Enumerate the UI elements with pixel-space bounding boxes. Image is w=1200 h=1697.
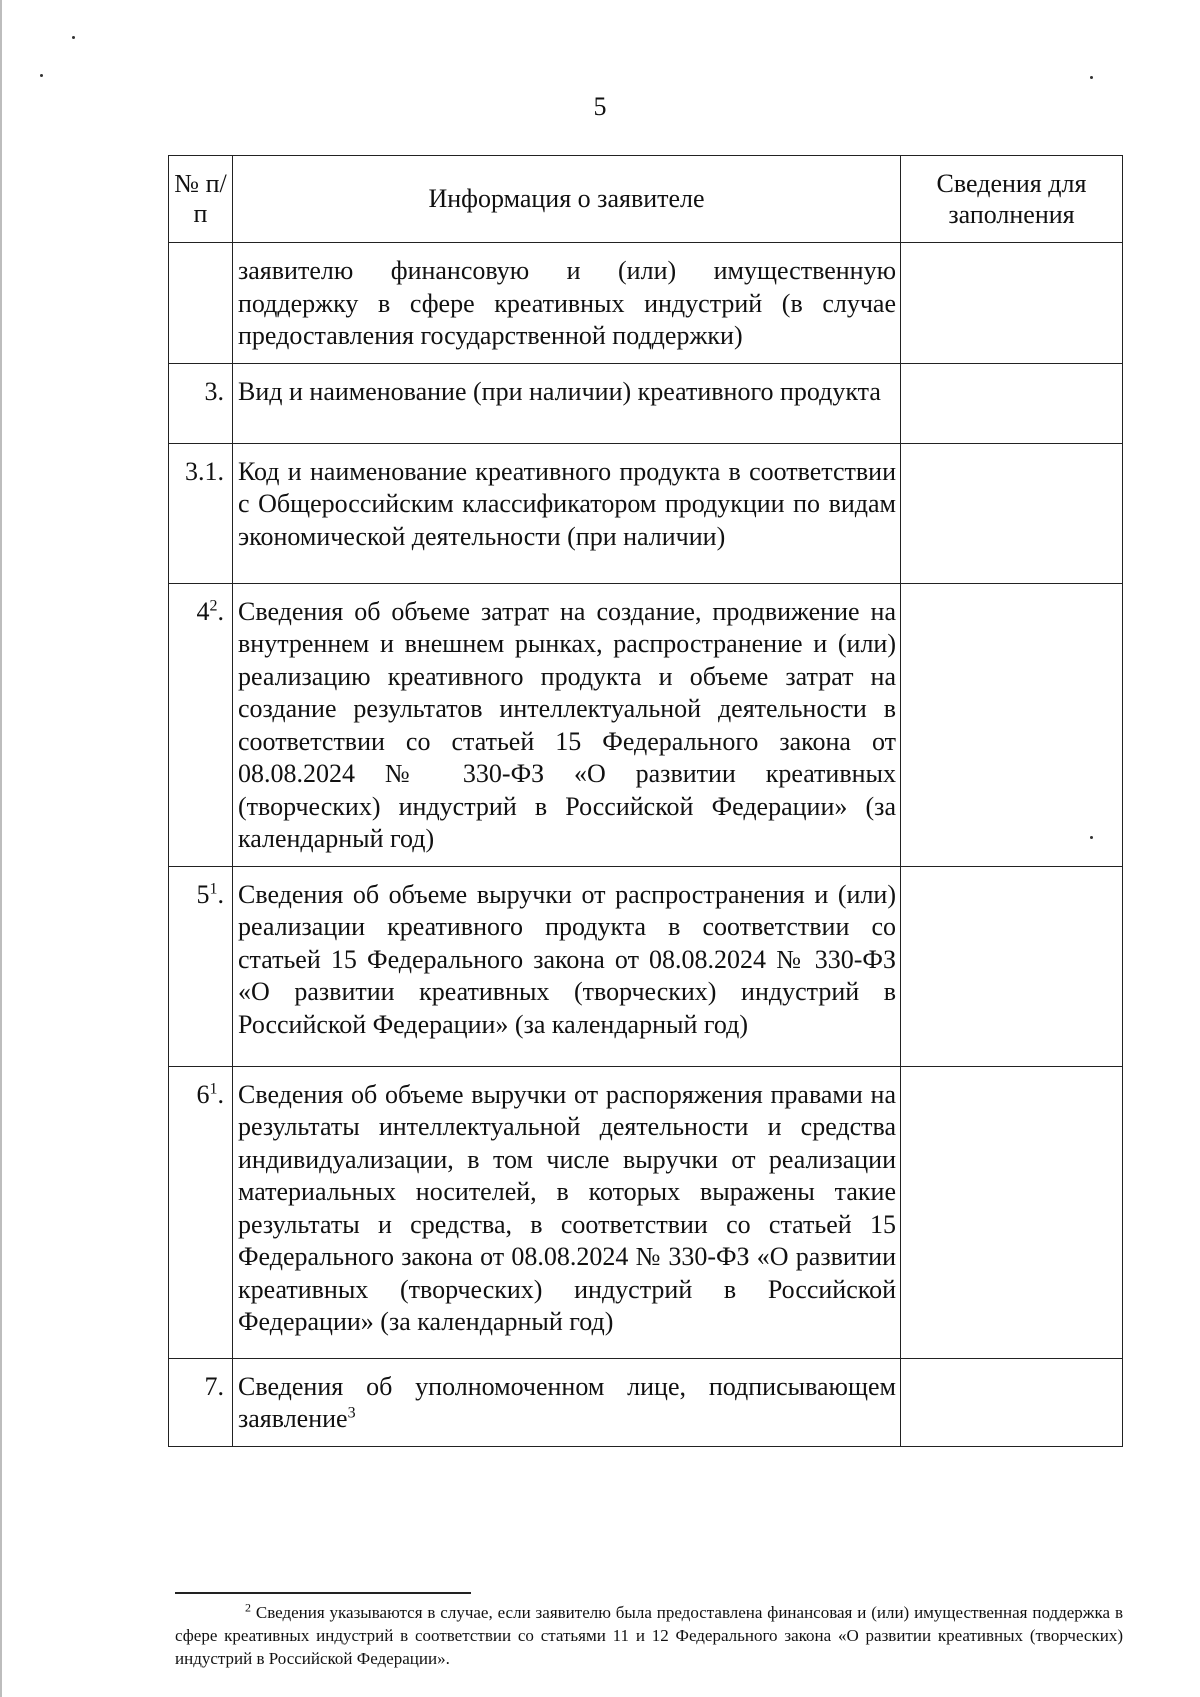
row-number-footnote-ref: 1	[209, 879, 218, 897]
row-fill-cell[interactable]	[901, 866, 1123, 1066]
row-info-text: Сведения об объеме выручки от распоряжения правами на результаты интеллектуальной деятельности и средства индивидуализации, в том числе выручки от реализации материальных носителей, в которых выражены такие результаты и средства, в соответствии со статьей 15 Федерального закона от 08.08.2024 № 330-ФЗ «О развитии креативных (творческих) индустрий в Российской Федерации» (за календарный год)	[238, 1079, 896, 1336]
table-header-row	[169, 156, 1123, 243]
header-info: Информация о заявителе	[233, 156, 901, 243]
row-number-footnote-ref: 2	[209, 596, 218, 614]
row-number-text: 6	[196, 1079, 210, 1109]
table-row	[169, 1066, 1123, 1358]
row-info	[233, 1358, 901, 1446]
footnote-separator	[175, 1592, 471, 1594]
row-info-text: Код и наименование креативного продукта в соответствии с Общероссийским классификатором продукции по видам экономической деятельности (при наличии)	[238, 456, 896, 551]
row-info-text: Сведения об объеме выручки от распространения и (или) реализации креативного продукта в соответствии со статьей 15 Федерального закона от 08.08.2024 № 330-ФЗ «О развитии креативных (творческих) индустрий в Российской Федерации» (за календарный год)	[238, 879, 896, 1039]
row-fill-cell[interactable]	[901, 243, 1123, 364]
row-number-text: 3.	[204, 376, 224, 406]
applicant-info-table	[168, 155, 1123, 1447]
row-number	[169, 866, 233, 1066]
row-number-footnote-ref: 1	[209, 1079, 218, 1097]
row-number-text: 4	[196, 596, 210, 626]
page-edge-line	[0, 0, 2, 1697]
row-number-period: .	[217, 879, 224, 909]
row-number	[169, 583, 233, 866]
header-number: № п/п	[169, 156, 233, 243]
row-info	[233, 583, 901, 866]
row-number	[169, 1066, 233, 1358]
table-row	[169, 866, 1123, 1066]
header-fill: Сведения для заполнения	[901, 156, 1123, 243]
row-info-text: Сведения об уполномоченном лице, подписывающем заявление	[238, 1371, 896, 1433]
row-fill-cell[interactable]	[901, 443, 1123, 583]
row-info	[233, 243, 901, 364]
footnote-marker: 2	[245, 1600, 251, 1615]
page-number: 5	[593, 92, 607, 121]
row-number-period: .	[217, 1079, 224, 1109]
row-number-text: 5	[196, 879, 210, 909]
table-row	[169, 243, 1123, 364]
row-info	[233, 866, 901, 1066]
table-body	[169, 243, 1123, 1447]
row-number-text: 7.	[204, 1371, 224, 1401]
row-number-text: 3.1.	[185, 456, 224, 486]
scan-speck	[40, 74, 43, 77]
row-number	[169, 363, 233, 443]
footnote	[175, 1601, 1123, 1670]
scan-speck	[72, 36, 75, 39]
row-info	[233, 363, 901, 443]
row-number	[169, 1358, 233, 1446]
row-fill-cell[interactable]	[901, 1358, 1123, 1446]
row-info	[233, 443, 901, 583]
row-fill-cell[interactable]	[901, 1066, 1123, 1358]
row-info-text: Вид и наименование (при наличии) креативного продукта	[238, 376, 881, 406]
row-info	[233, 1066, 901, 1358]
footnote-text: Сведения указываются в случае, если заявителю была предоставлена финансовая и (или) имущественная поддержка в сфере креативных индустрий в соответствии со статьями 11 и 12 Федерального закона «О развитии креативных (творческих) индустрий в Российской Федерации».	[175, 1603, 1123, 1668]
table-row	[169, 363, 1123, 443]
row-fill-cell[interactable]	[901, 363, 1123, 443]
row-info-text: Сведения об объеме затрат на создание, продвижение на внутреннем и внешнем рынках, распространение и (или) реализацию креативного продукта и объеме затрат на создание результатов интеллектуальной деятельности в соответствии со статьей 15 Федерального закона от 08.08.2024 № 330-ФЗ «О развитии креативных (творческих) индустрий в Российской Федерации» (за календарный год)	[238, 596, 896, 853]
row-number	[169, 243, 233, 364]
table-row	[169, 1358, 1123, 1446]
table-row	[169, 443, 1123, 583]
scan-speck	[1090, 76, 1093, 79]
row-number-period: .	[217, 596, 224, 626]
row-number	[169, 443, 233, 583]
row-fill-cell[interactable]	[901, 583, 1123, 866]
row-info-text: заявителю финансовую и (или) имущественную поддержку в сфере креативных индустрий (в случае предоставления государственной поддержки)	[238, 256, 896, 350]
table-row	[169, 583, 1123, 866]
row-info-footnote-ref: 3	[347, 1404, 356, 1422]
